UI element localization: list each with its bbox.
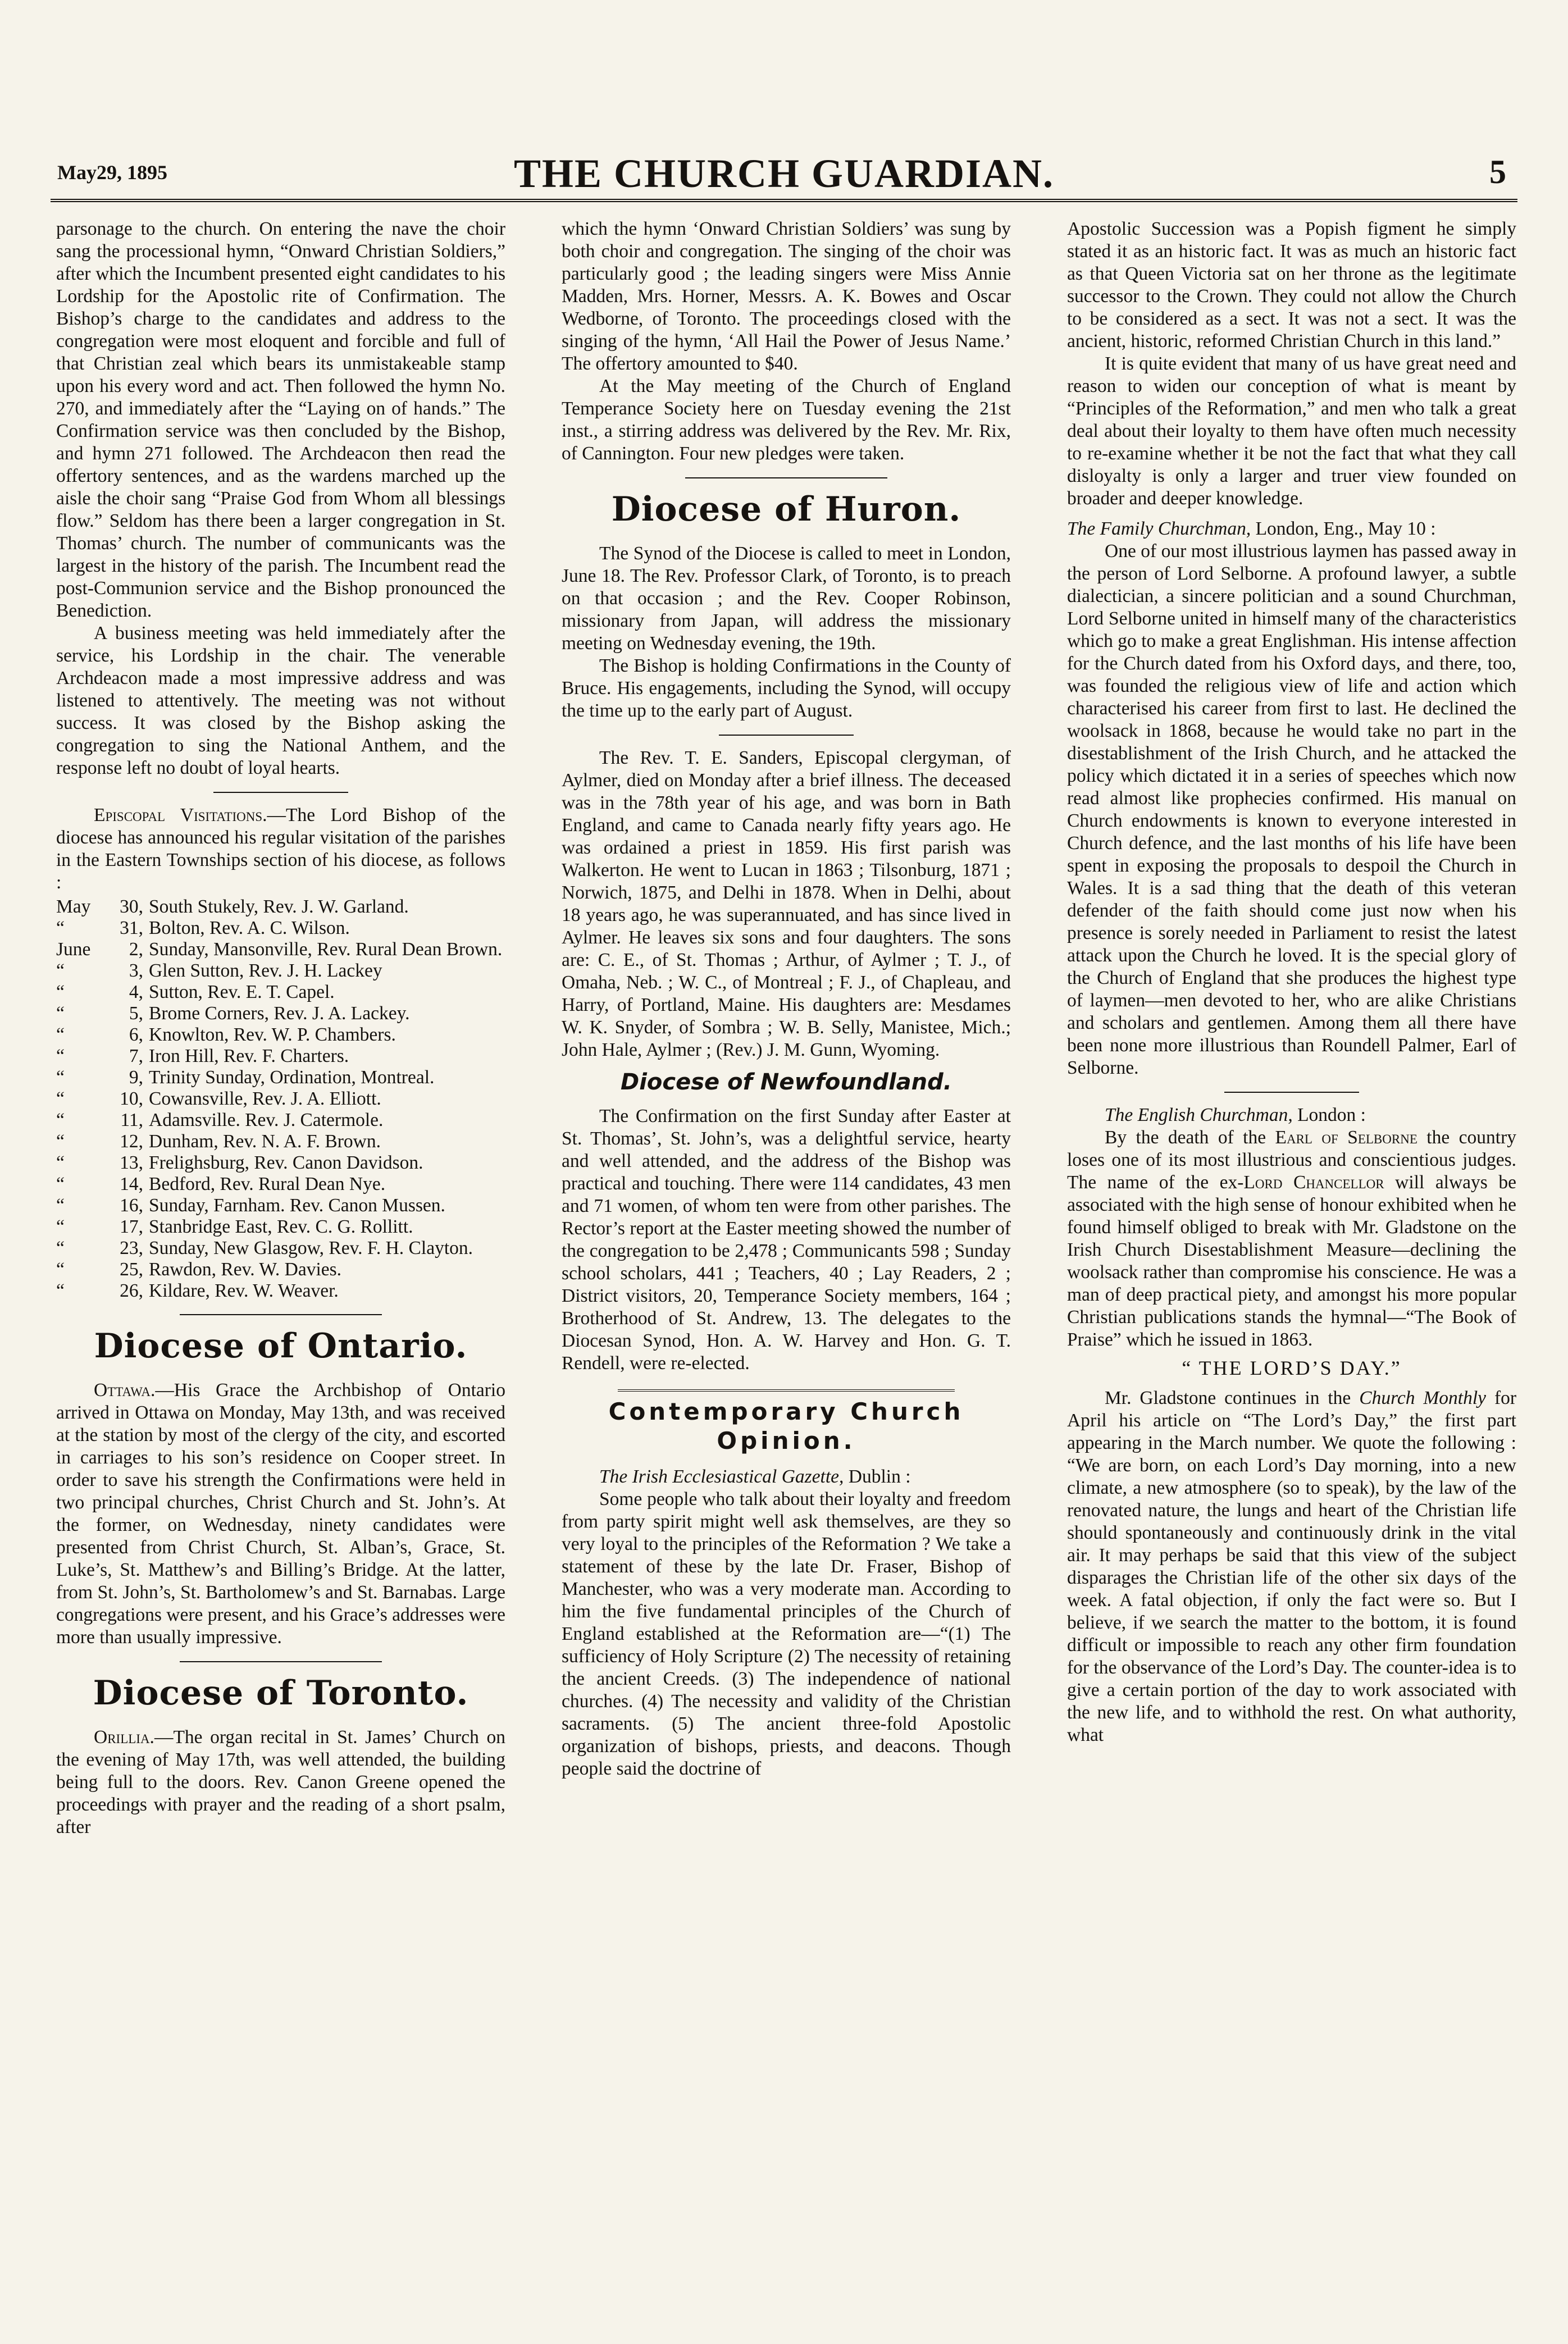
visitation-day: 3, (129, 960, 143, 981)
column-1 (56, 218, 505, 2318)
double-separator (618, 1389, 955, 1392)
visitation-month: “ (56, 1024, 65, 1045)
visitation-place: Bolton, Rev. A. C. Wilson. (149, 918, 350, 938)
visitation-place: Sunday, Mansonville, Rev. Rural Dean Brown. (149, 939, 503, 960)
visitation-place: Trinity Sunday, Ordination, Montreal. (149, 1067, 435, 1088)
article-paragraph: Some people who talk about their loyalty and freedom from party spirit might well ask themselves, are they so very loyal to the principles of the Reformation ? We take a statement of these by the late Dr. Fraser, Bishop of Manchester, who was a very moderate man. According to him the five fundamental principles of the Church of England established at the Reformation are—“(1) The sufficiency of Holy Scripture (2) The necessity of retaining the ancient Creeds. (3) The independence of national churches. (4) The necessity and validity of the Christian sacraments. (5) The ancient three-fold Apostolic organization of bishops, priests, and deacons. Though people said the doctrine of (562, 1489, 1011, 1779)
visitation-row (56, 1280, 505, 1302)
visitation-place: Cowansville, Rev. J. A. Elliott. (149, 1088, 381, 1109)
visitation-row (56, 896, 505, 918)
visitation-row (56, 1238, 505, 1259)
visitation-day: 6, (129, 1024, 143, 1045)
visitation-month: “ (56, 1088, 65, 1109)
article-paragraph: The Rev. T. E. Sanders, Episcopal clergyman, of Aylmer, died on Monday after a brief illness. The deceased was in the 78th year of his age, and was born in Bath England, and came to Canada nearly fifty years ago. He was ordained a priest in 1859. His first parish was Walkerton. He went to Lucan in 1863 ; Tilsonburg, 1871 ; Norwich, 1875, and Delhi in 1878. When in Delhi, about 18 years ago, he was superannuated, and has since lived in Aylmer. He leaves six sons and four daughters. The sons are: C. E., of St. Thomas ; Arthur, of Aylmer ; T. J., of Omaha, Neb. ; W. C., of Montreal ; F. J., of Chapleau, and Harry, of Portland, Maine. His daughters are: Mesdames W. K. Snyder, of Sombra ; W. B. Selly, Manistee, Mich.; John Hale, Aylmer ; (Rev.) J. M. Gunn, Wyoming. (562, 747, 1011, 1060)
visitation-day: 10, (120, 1088, 143, 1109)
article-text: —His Grace the Archbishop of Ontario arrived in Ottawa on Monday, May 13th, and was received at the station by most of the clergy of the city, and escorted in carriages to his son’s residence on Cooper street. In order to save his strength the Confirmations were held in two principal churches, Christ Church and St. John’s. At the former, on Wednesday, ninety candidates were presented from Christ Church, St. Alban’s, Grace, St. Luke’s, St. Matthew’s and Billing’s Bridge. At the latter, from St. John’s, St. Bartholomew’s and St. Barnabas. Large congregations were present, and his Grace’s addresses were more than usually impressive. (56, 1380, 505, 1648)
opinion-heading: Contemporary Church Opinion. (608, 1398, 964, 1454)
source-line (1067, 1104, 1516, 1127)
visitation-row (56, 1024, 505, 1046)
section-lead: Episcopal Visitations. (94, 805, 267, 826)
source-line (1067, 518, 1516, 540)
visitation-day: 14, (120, 1174, 143, 1194)
article-paragraph: The Synod of the Diocese is called to meet in London, June 18. The Rev. Professor Clark, of Toronto, is to preach on that occasion ; and the Rev. Cooper Robinson, missionary from Japan, will address the missionary meeting on Wednesday evening, the 19th. (562, 543, 1011, 654)
visitation-row (56, 1259, 505, 1280)
source-title: The Irish Ecclesiastical Gazette, (599, 1466, 844, 1487)
lords-day-heading: “ THE LORD’S DAY.” (1182, 1357, 1402, 1379)
visitation-month: “ (56, 1238, 65, 1258)
separator (213, 792, 348, 793)
visitation-day: 13, (120, 1152, 143, 1173)
visitation-row (56, 1046, 505, 1067)
text-run: Earl of Selborne (1275, 1127, 1417, 1148)
separator (719, 735, 854, 736)
visitation-month: “ (56, 960, 65, 981)
visitation-day: 17, (120, 1216, 143, 1237)
visitation-day: 2, (129, 939, 143, 960)
visitation-month: May (56, 896, 91, 917)
visitation-day: 23, (120, 1238, 143, 1258)
visitation-row (56, 982, 505, 1003)
visitation-row (56, 1195, 505, 1216)
ontario-article (56, 1379, 505, 1649)
visitation-day: 26, (120, 1280, 143, 1301)
intro-text: —The Lord Bishop of the diocese has announced his regular visitation of the parishes in the Eastern Townships section of his diocese, as follows : (56, 805, 505, 893)
visitation-day: 9, (129, 1067, 143, 1088)
text-run: will always be associated with the high sense of honour exhibited when he found himself obliged to break with Mr. Gladstone on the Irish Church Disestablishment Measure—declining the woolsack rather than compromise his conscience. He was a man of deep practical piety, and amongst his more popular Christian publications stands the hymnal—“The Book of Praise” which he issued in 1863. (1067, 1172, 1516, 1350)
article-paragraph: At the May meeting of the Church of England Temperance Society here on Tuesday evening the 21st inst., a stirring address was delivered by the Rev. Mr. Rix, of Cannington. Four new pledges were taken. (562, 376, 1011, 464)
visitation-day: 16, (120, 1195, 143, 1216)
text-run: the country loses one of its most illustrious and conscientious judges. The name of the ex- (1067, 1127, 1516, 1193)
article-paragraph: A business meeting was held immediately after the service, his Lordship in the chair. The venerable Archdeacon made a most impressive address and was listened to attentively. The meeting was not without success. It was closed by the Bishop asking the congregation to sing the National Anthem, and the response left no doubt of loyal hearts. (56, 623, 505, 778)
section-lead: Orillia. (94, 1727, 154, 1748)
toronto-article (56, 1726, 505, 1839)
masthead (51, 151, 1517, 196)
visitation-place: Frelighsburg, Rev. Canon Davidson. (149, 1152, 423, 1173)
visitation-row (56, 918, 505, 939)
visitation-place: Stanbridge East, Rev. C. G. Rollitt. (149, 1216, 413, 1237)
visitation-day: 30, (120, 896, 143, 917)
journal-title: Church Monthly (1359, 1388, 1487, 1408)
article-paragraph: It is quite evident that many of us have great need and reason to widen our conception of what is meant by “Principles of the Reformation,” and men who talk a great deal about their loyalty to them have often much necessity to re-examine whether it be not the fact that what they call disloyalty is only a larger and truer view founded on broader and deeper knowledge. (1067, 353, 1516, 509)
visitation-row (56, 960, 505, 982)
article-paragraph: Apostolic Succession was a Popish figment he simply stated it as an historic fact. It was as much an historic fact as that Queen Victoria sat on her throne as the legitimate successor to the Crown. They could not allow the Church to be considered as a sect. It was not a sect. It was the ancient, historic, reformed Christian Church in this land.” (1067, 218, 1516, 352)
text-run: for April his article on “The Lord’s Day,” the first part appearing in the March number. We quote the following : “We are born, on each Lord’s Day morning, into a new climate, a new atmosphere (so to speak), by the law of the renovated nature, the lungs and heart of the Christian life should spontaneously and continuously drink in the vital air. It may perhaps be said that this view of the subject disparages the Christian life of the other six days of the week. A fatal objection, if only the fact were so. But I believe, if we search the matter to the bottom, it is found difficult or impossible to reach any other firm foundation for the observance of the Lord’s Day. The counter-idea is to give a certain portion of the day to work associated with the new life, and to withhold the rest. On what authority, what (1067, 1388, 1516, 1745)
visitation-place: Iron Hill, Rev. F. Charters. (149, 1046, 349, 1066)
article-paragraph: parsonage to the church. On entering the nave the choir sang the processional hymn, “Onward Christian Soldiers,” after which the Incumbent presented eight candidates to his Lordship for the Apostolic rite of Confirmation. The Bishop’s charge to the candidates and address to the congregation were most eloquent and forcible and full of that Christian zeal which bears its unmistakeable stamp upon his every word and act. Then followed the hymn No. 270, and immediately after the “Laying on of hands.” The Confirmation service was then concluded by the Bishop, and hymn 271 followed. The Archdeacon then read the offertory sentences, and as the wardens marched up the aisle the choir sang “Praise God from Whom all blessings flow.” Seldom has there been a larger congregation in St. Thomas’ church. The number of communicants was the largest in the history of the parish. The Incumbent read the post-Communion service and the Bishop pronounced the Benediction. (56, 218, 505, 621)
visitation-place: Glen Sutton, Rev. J. H. Lackey (149, 960, 382, 981)
visitation-month: “ (56, 1003, 65, 1024)
visitation-row (56, 1003, 505, 1024)
source-line (562, 1466, 1011, 1488)
visitation-row (56, 1152, 505, 1174)
visitation-month: “ (56, 1046, 65, 1066)
visitation-place: Bedford, Rev. Rural Dean Nye. (149, 1174, 386, 1194)
visitation-place: Dunham, Rev. N. A. F. Brown. (149, 1131, 381, 1152)
article-paragraph: The Confirmation on the first Sunday after Easter at St. Thomas’, St. John’s, was a delightful service, hearty and well attended, and the address of the Bishop was practical and touching. There were 114 candidates, 43 men and 71 women, of whom ten were from other parishes. The Rector’s report at the Easter meeting showed the number of the congregation to be 2,478 ; Communicants 598 ; Sunday school scholars, 441 ; Teachers, 40 ; Lay Readers, 2 ; District visitors, 20, Temperance Society members, 164 ; Brotherhood of St. Andrew, 13. The delegates to the Diocesan Synod, Hon. A. W. Harvey and Hon. G. T. Rendell, were re-elected. (562, 1106, 1011, 1374)
section-lead: Ottawa. (94, 1380, 156, 1401)
ontario-heading: Diocese of Ontario. (94, 1326, 468, 1366)
visitation-place: Sunday, Farnham. Rev. Canon Mussen. (149, 1195, 445, 1216)
visitation-month: “ (56, 1110, 65, 1130)
visitation-month: “ (56, 1280, 65, 1301)
text-run: Lord Chancellor (1243, 1172, 1384, 1193)
huron-heading: Diocese of Huron. (611, 490, 961, 529)
visitation-place: Sutton, Rev. E. T. Capel. (149, 982, 335, 1002)
toronto-heading: Diocese of Toronto. (93, 1673, 469, 1713)
article-paragraph (1067, 1387, 1516, 1746)
visitation-day: 7, (129, 1046, 143, 1066)
column-3 (1067, 218, 1516, 2318)
visitation-place: Adamsville. Rev. J. Catermole. (149, 1110, 384, 1130)
article-paragraph: The Bishop is holding Confirmations in the County of Bruce. His engagements, including the Synod, will occupy the time up to the early part of August. (562, 655, 1011, 721)
separator (1224, 1092, 1359, 1093)
text-run: By the death of the (1105, 1127, 1275, 1148)
visitation-row (56, 1216, 505, 1238)
separator (685, 477, 887, 478)
masthead-rule (51, 199, 1517, 202)
visitation-day: 5, (129, 1003, 143, 1024)
visitation-month: “ (56, 1174, 65, 1194)
visitation-month: “ (56, 1131, 65, 1152)
text-run: Mr. Gladstone continues in the (1105, 1388, 1360, 1408)
visitation-row (56, 1067, 505, 1088)
visitation-row (56, 939, 505, 960)
newspaper-title: THE CHURCH GUARDIAN. (513, 151, 1055, 196)
visitation-row (56, 1088, 505, 1110)
article-paragraph: One of our most illustrious laymen has passed away in the person of Lord Selborne. A profound lawyer, a subtle dialectician, a sincere politician and a sound Churchman, Lord Selborne united in himself many of the characteristics which go to make a great Englishman. His intense affection for the Church dated from his Oxford days, and there, too, was founded the religious view of life and action which characterised his career from first to last. He declined the woolsack in 1868, because he would take no part in the disestablishment of the Irish Church, and he attacked the policy which dictated it in a series of speeches which now read almost like prophecies confirmed. His manual on Church endowments is known to everyone interested in Church defence, and the last months of his life have been spent in exposing the proposals to despoil the Church in Wales. It is a sad thing that the death of this veteran defender of the faith should come just now when his presence is sorely needed in Parliament to resist the latest attack upon the Church he loved. It is the special glory of the Church of England that she produces the highest type of laymen—men devoted to her, who are alike Christians and scholars and gentlemen. Among them all there have been none more illustrious than Roundell Palmer, Earl of Selborne. (1067, 541, 1516, 1078)
article-paragraph (1067, 1127, 1516, 1351)
source-place: London, Eng., May 10 : (1255, 518, 1436, 539)
visitation-day: 11, (120, 1110, 143, 1130)
source-place: Dublin : (848, 1466, 911, 1487)
visitation-month: “ (56, 1195, 65, 1216)
visitation-day: 12, (120, 1131, 143, 1152)
source-place: London : (1297, 1105, 1366, 1125)
source-title: The Family Churchman, (1067, 518, 1251, 539)
visitation-day: 31, (120, 918, 143, 938)
visitation-place: Knowlton, Rev. W. P. Chambers. (149, 1024, 396, 1045)
visitation-month: “ (56, 1216, 65, 1237)
visitation-place: Rawdon, Rev. W. Davies. (149, 1259, 342, 1280)
visitation-row (56, 1174, 505, 1195)
visitation-month: June (56, 939, 91, 960)
visitation-month: “ (56, 918, 65, 938)
visitation-row (56, 1131, 505, 1152)
visitation-day: 4, (129, 982, 143, 1002)
visitation-place: Kildare, Rev. W. Weaver. (149, 1280, 339, 1301)
issue-date: May29, 1895 (57, 161, 167, 184)
visitation-place: Brome Corners, Rev. J. A. Lackey. (149, 1003, 410, 1024)
visitation-day: 25, (120, 1259, 143, 1280)
visitation-month: “ (56, 1259, 65, 1280)
visitations-intro (56, 804, 505, 894)
article-text: —The organ recital in St. James’ Church on the evening of May 17th, was well attended, the building being full to the doors. Rev. Canon Greene opened the proceedings with prayer and the reading of a short psalm, after (56, 1727, 505, 1837)
visitation-list (56, 896, 505, 1302)
page-number: 5 (1489, 153, 1506, 190)
visitation-place: South Stukely, Rev. J. W. Garland. (149, 896, 409, 917)
article-paragraph: which the hymn ‘Onward Christian Soldiers’ was sung by both choir and congregation. The singing of the choir was particularly good ; the leading singers were Miss Annie Madden, Mrs. Horner, Messrs. A. K. Bowes and Oscar Wedborne, of Toronto. The proceedings closed with the singing of the hymn, ‘All Hail the Power of Jesus Name.’ The offertory amounted to $40. (562, 218, 1011, 374)
separator (180, 1661, 382, 1662)
visitation-month: “ (56, 1152, 65, 1173)
visitation-row (56, 1110, 505, 1131)
separator (180, 1314, 382, 1315)
column-2 (562, 218, 1011, 2318)
visitation-month: “ (56, 1067, 65, 1088)
source-title: The English Churchman, (1105, 1105, 1293, 1125)
visitation-month: “ (56, 982, 65, 1002)
visitation-place: Sunday, New Glasgow, Rev. F. H. Clayton. (149, 1238, 473, 1258)
newfoundland-heading: Diocese of Newfoundland. (621, 1069, 952, 1095)
